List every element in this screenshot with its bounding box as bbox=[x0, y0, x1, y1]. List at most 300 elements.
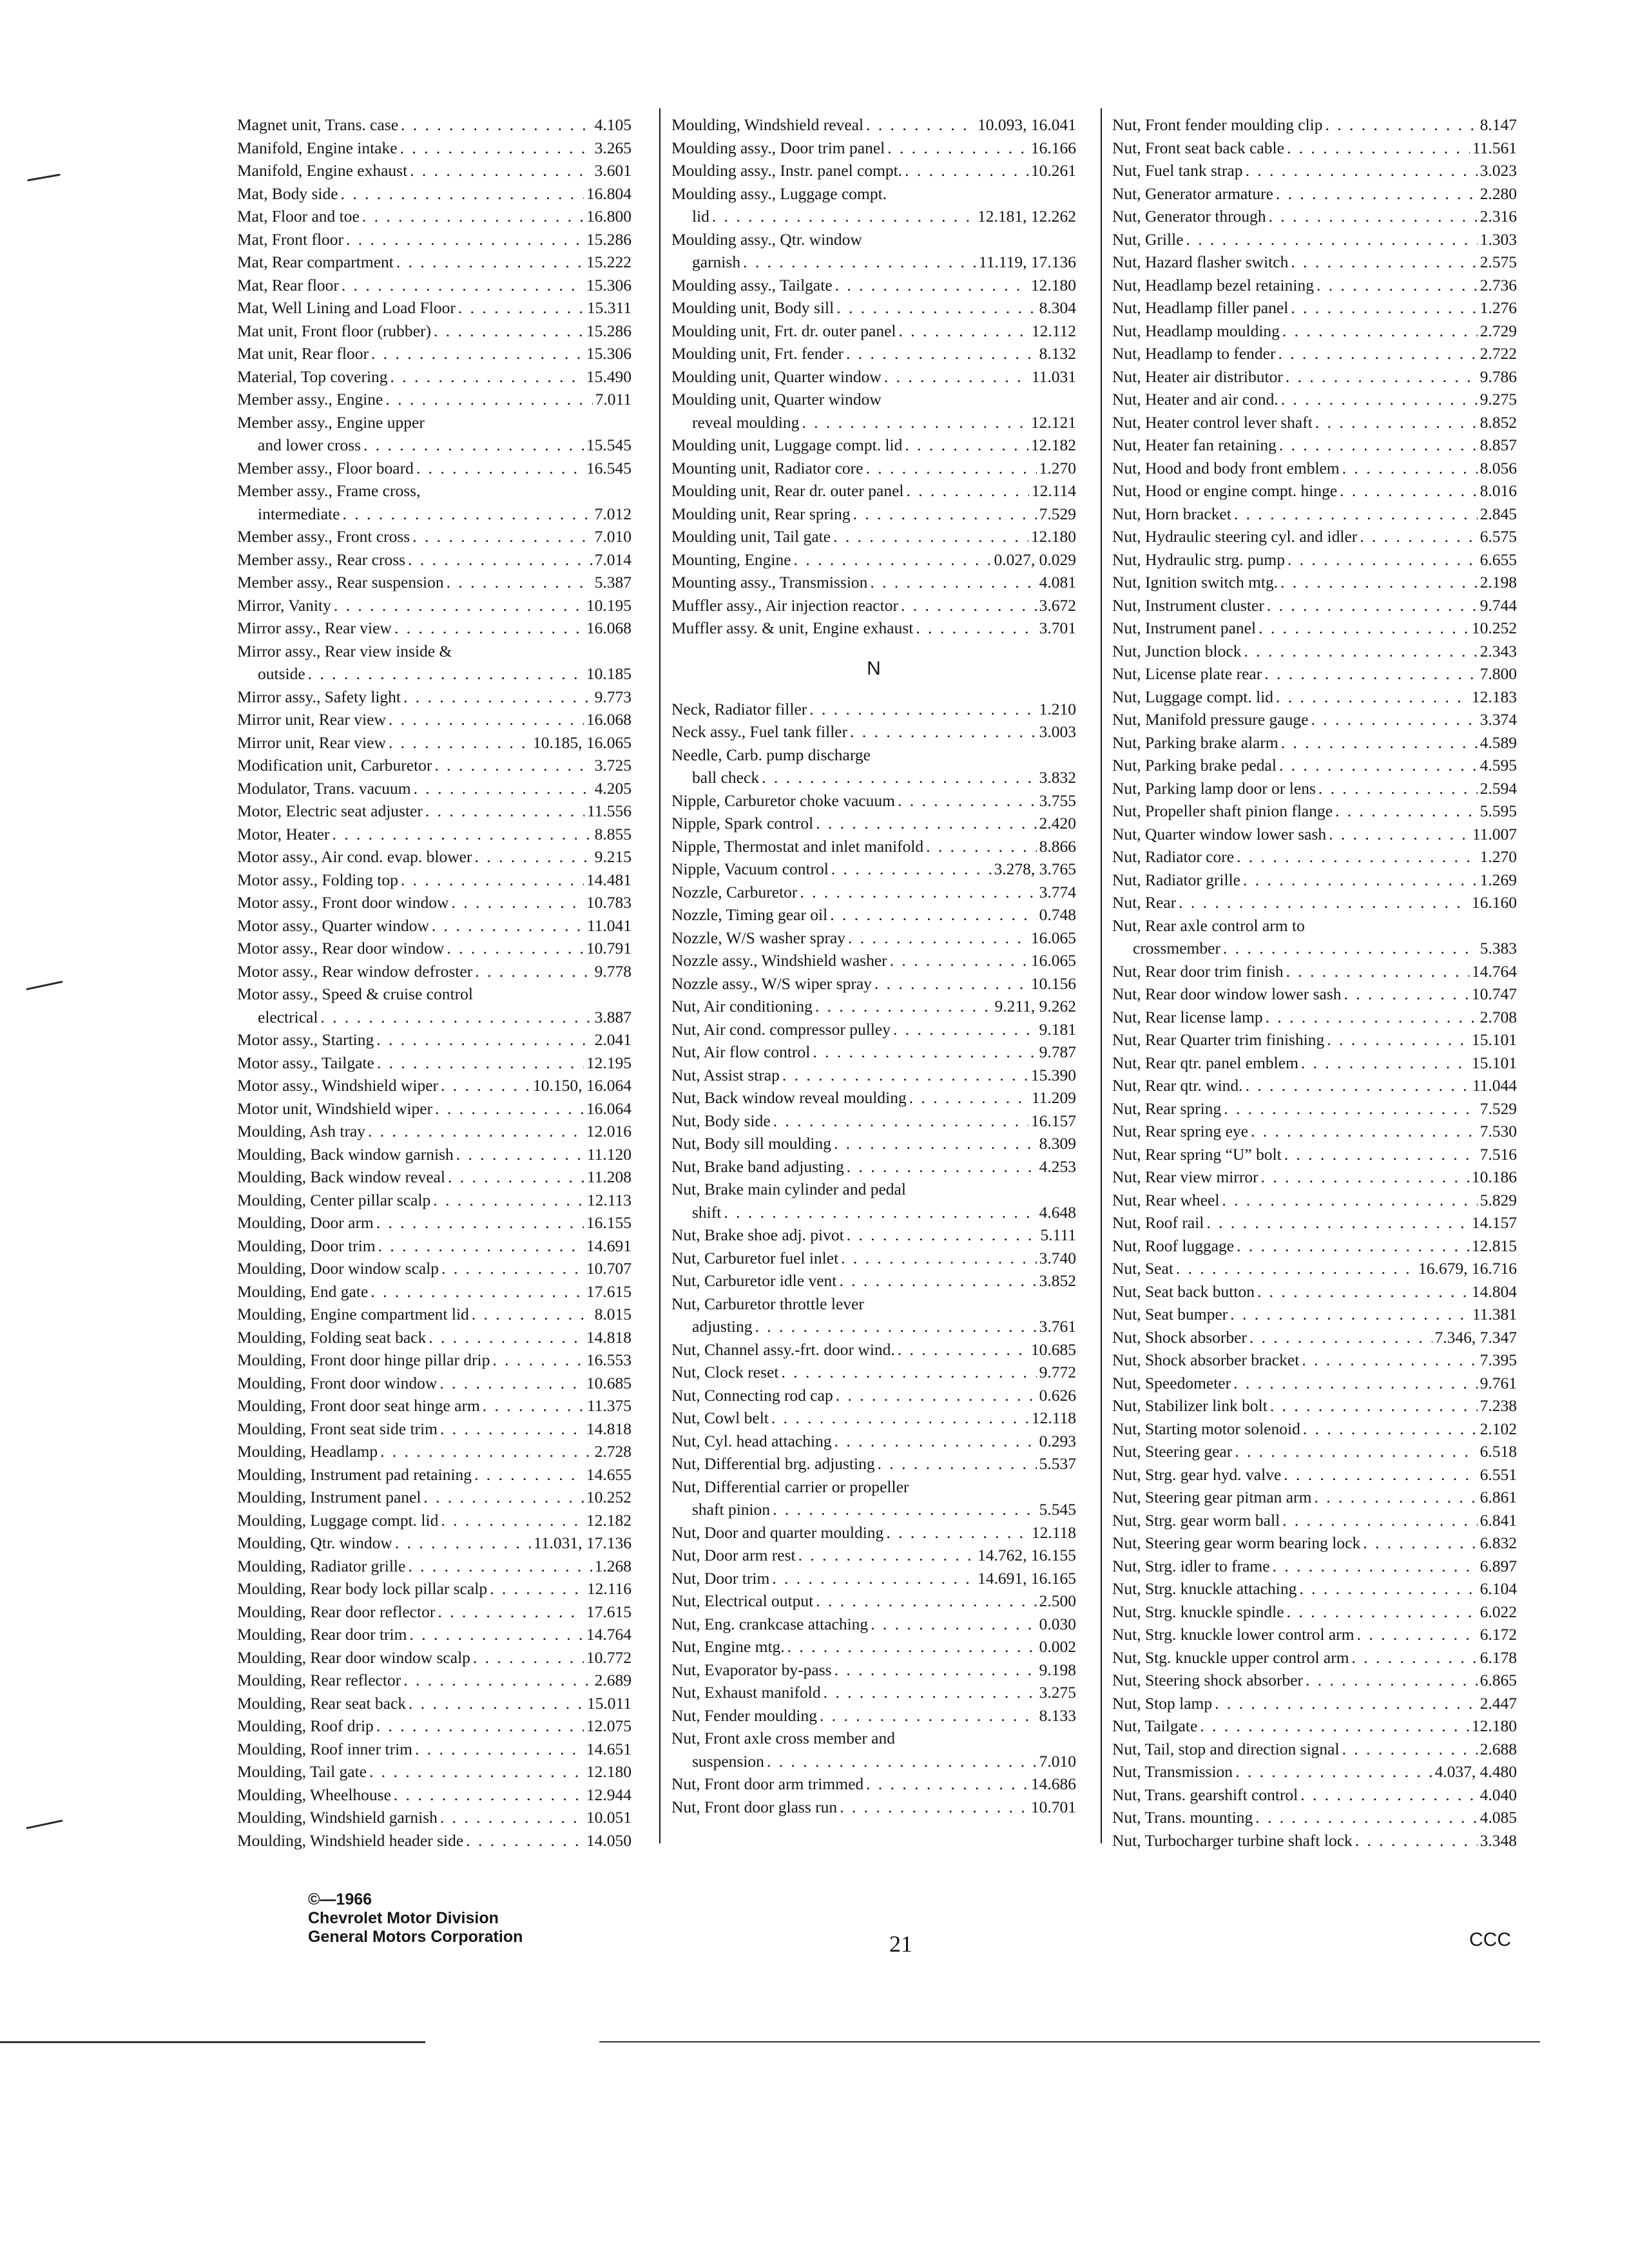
dot-leader bbox=[1315, 411, 1478, 434]
entry-reference: 14.762, 16.155 bbox=[978, 1546, 1076, 1564]
dot-leader bbox=[916, 617, 1036, 640]
dot-leader bbox=[390, 365, 584, 389]
index-entry bbox=[671, 1681, 1076, 1704]
entry-title: Modulator, Trans. vacuum bbox=[237, 778, 411, 798]
index-entry bbox=[1112, 1623, 1517, 1646]
dot-leader bbox=[1269, 205, 1478, 228]
index-entry bbox=[237, 342, 631, 365]
entry-reference: 9.211, 9.262 bbox=[994, 997, 1076, 1015]
index-entry bbox=[1112, 1577, 1517, 1600]
dot-leader bbox=[834, 1132, 1037, 1155]
entry-title: Moulding unit, Frt. fender bbox=[671, 344, 844, 363]
dot-leader bbox=[308, 662, 584, 686]
index-entry bbox=[237, 1280, 631, 1303]
index-entry bbox=[671, 1064, 1076, 1087]
entry-title: Motor assy., Tailgate bbox=[237, 1053, 374, 1072]
dot-leader bbox=[1223, 937, 1478, 960]
index-entry bbox=[1112, 640, 1517, 663]
entry-reference: 9.181 bbox=[1039, 1019, 1076, 1039]
index-entry bbox=[237, 1211, 631, 1235]
entry-reference: 1.210 bbox=[1039, 699, 1076, 718]
entry-title-continuation: reveal moulding bbox=[692, 412, 800, 432]
dot-leader bbox=[1311, 708, 1478, 731]
entry-title: Nut, Shock absorber bbox=[1112, 1327, 1247, 1347]
index-entry bbox=[1112, 388, 1517, 411]
entry-reference: 16.064 bbox=[586, 1099, 631, 1118]
entry-reference: 6.022 bbox=[1480, 1602, 1517, 1621]
entry-title: Moulding assy., Instr. panel compt. bbox=[671, 161, 903, 180]
entry-reference: 4.595 bbox=[1480, 756, 1517, 774]
dot-leader bbox=[898, 1338, 1028, 1361]
entry-title: Moulding, Door trim bbox=[237, 1236, 376, 1255]
entry-title: Motor assy., Front door window bbox=[237, 893, 449, 912]
dot-leader bbox=[833, 525, 1028, 548]
entry-reference: 16.545 bbox=[586, 458, 631, 477]
entry-title: Mirror unit, Rear view bbox=[237, 710, 386, 729]
dot-leader bbox=[371, 1280, 584, 1303]
entry-reference: 7.010 bbox=[1039, 1751, 1076, 1771]
entry-title: Member assy., Engine upper bbox=[237, 412, 425, 432]
entry-reference: 12.116 bbox=[586, 1579, 631, 1598]
index-entry bbox=[1112, 479, 1517, 503]
index-entry bbox=[1112, 686, 1517, 709]
entry-reference: 6.518 bbox=[1480, 1442, 1517, 1461]
dot-leader bbox=[1300, 1783, 1477, 1807]
index-entry bbox=[671, 228, 1076, 274]
dot-leader bbox=[1335, 800, 1478, 823]
index-entry bbox=[237, 296, 631, 320]
entry-reference: 12.815 bbox=[1471, 1236, 1517, 1255]
index-entry bbox=[671, 1704, 1076, 1727]
entry-title: Nut, Headlamp bezel retaining bbox=[1112, 275, 1314, 294]
entry-title-continuation: lid bbox=[692, 207, 709, 226]
dot-leader bbox=[798, 1544, 975, 1567]
dot-leader bbox=[440, 1806, 584, 1829]
index-entry bbox=[1112, 1235, 1517, 1258]
bottom-rule bbox=[599, 2041, 1540, 2042]
entry-reference: 12.181, 12.262 bbox=[978, 207, 1076, 226]
entry-title: Nut, Hood and body front emblem bbox=[1112, 458, 1340, 477]
entry-title: Moulding, Rear door reflector bbox=[237, 1602, 436, 1621]
entry-title: Nut, Differential carrier or propeller bbox=[671, 1477, 909, 1496]
index-entry bbox=[237, 1166, 631, 1189]
entry-title-continuation: shift bbox=[692, 1202, 722, 1222]
entry-title: Nut, Rear door window lower sash bbox=[1112, 985, 1342, 1003]
entry-reference: 2.500 bbox=[1039, 1591, 1076, 1610]
index-entry bbox=[1112, 548, 1517, 572]
dot-leader bbox=[1270, 1394, 1478, 1418]
entry-reference: 5.383 bbox=[1480, 939, 1517, 957]
entry-title: Nut, Heater and air cond. bbox=[1112, 390, 1278, 408]
entry-reference: 10.195 bbox=[586, 595, 631, 615]
index-entry bbox=[237, 1394, 631, 1418]
entry-title: Mat, Front floor bbox=[237, 229, 344, 249]
entry-reference: 3.265 bbox=[594, 138, 631, 157]
entry-title: Nut, Strg. gear hyd. valve bbox=[1112, 1465, 1282, 1484]
entry-reference: 2.729 bbox=[1480, 321, 1517, 340]
dot-leader bbox=[853, 503, 1037, 526]
index-entry bbox=[671, 388, 1076, 434]
entry-title: Moulding, Door window scalp bbox=[237, 1259, 439, 1278]
dot-leader bbox=[434, 754, 592, 777]
dot-leader bbox=[1264, 662, 1477, 686]
index-entry bbox=[1112, 1280, 1517, 1303]
index-entry bbox=[1112, 1372, 1517, 1395]
entry-title: Nut, Horn bracket bbox=[1112, 504, 1231, 523]
entry-title: Moulding, Windshield garnish bbox=[237, 1808, 438, 1827]
index-entry bbox=[1112, 571, 1517, 594]
dot-leader bbox=[743, 251, 976, 274]
entry-title: Nut, Rear spring bbox=[1112, 1099, 1222, 1118]
dot-leader bbox=[332, 823, 592, 846]
entry-reference: 1.303 bbox=[1480, 229, 1517, 249]
entry-title: Modification unit, Carburetor bbox=[237, 756, 432, 774]
index-column-2 bbox=[671, 113, 1076, 1818]
entry-title: Moulding, Headlamp bbox=[237, 1442, 378, 1461]
dot-leader bbox=[408, 548, 592, 572]
dot-leader bbox=[448, 1166, 584, 1189]
dot-leader bbox=[782, 1064, 1028, 1087]
entry-title-continuation: intermediate bbox=[258, 504, 340, 523]
index-entry bbox=[1112, 1028, 1517, 1052]
entry-reference: 10.783 bbox=[586, 893, 631, 912]
entry-reference: 11.119, 17.136 bbox=[978, 253, 1076, 271]
entry-title: Manifold, Engine exhaust bbox=[237, 161, 408, 180]
dot-leader bbox=[380, 1440, 592, 1463]
entry-title: Nut, Steering gear bbox=[1112, 1442, 1233, 1461]
entry-reference: 15.286 bbox=[586, 321, 631, 340]
index-entry bbox=[1112, 137, 1517, 160]
dot-leader bbox=[432, 914, 584, 937]
entry-title: Nut, Rear spring eye bbox=[1112, 1122, 1249, 1140]
entry-title: Nipple, Vacuum control bbox=[671, 860, 829, 878]
index-entry bbox=[671, 1110, 1076, 1133]
entry-reference: 0.027, 0.029 bbox=[994, 550, 1076, 569]
entry-reference: 14.157 bbox=[1471, 1213, 1517, 1232]
dot-leader bbox=[901, 594, 1037, 617]
index-entry bbox=[671, 744, 1076, 789]
entry-reference: 11.381 bbox=[1472, 1305, 1517, 1323]
dot-leader bbox=[1316, 274, 1478, 297]
dot-leader bbox=[773, 1110, 1028, 1133]
entry-title: Moulding, End gate bbox=[237, 1282, 369, 1301]
index-entry bbox=[1112, 1509, 1517, 1532]
index-entry bbox=[237, 1760, 631, 1783]
entry-title: Nut, Radiator core bbox=[1112, 847, 1235, 866]
entry-reference: 8.309 bbox=[1039, 1134, 1076, 1153]
entry-reference: 4.040 bbox=[1480, 1785, 1517, 1804]
dot-leader bbox=[320, 1006, 592, 1029]
dot-leader bbox=[1243, 869, 1478, 892]
dot-leader bbox=[1237, 845, 1478, 869]
entry-reference: 9.772 bbox=[1039, 1363, 1076, 1381]
entry-title: Nut, Brake band adjusting bbox=[671, 1157, 844, 1176]
entry-reference: 17.615 bbox=[586, 1282, 631, 1301]
dot-leader bbox=[898, 789, 1037, 812]
entry-title: Moulding, Rear door trim bbox=[237, 1625, 407, 1644]
dot-leader bbox=[416, 457, 584, 480]
index-entry bbox=[237, 823, 631, 846]
entry-reference: 7.012 bbox=[594, 504, 631, 523]
dot-leader bbox=[441, 1257, 584, 1280]
entry-title: Moulding unit, Rear dr. outer panel bbox=[671, 481, 904, 500]
entry-title: Nut, Headlamp filler panel bbox=[1112, 298, 1289, 317]
dot-leader bbox=[1286, 365, 1478, 389]
entry-reference: 14.764 bbox=[1471, 961, 1517, 981]
dot-leader bbox=[850, 720, 1037, 744]
entry-reference: 12.121 bbox=[1030, 412, 1076, 432]
entry-title: Nut, Clock reset bbox=[671, 1363, 779, 1381]
index-entry bbox=[237, 708, 631, 731]
entry-reference: 8.852 bbox=[1480, 412, 1517, 432]
index-entry bbox=[1112, 1349, 1517, 1372]
entry-title: Nut, Roof rail bbox=[1112, 1213, 1204, 1232]
entry-title: Moulding unit, Quarter window bbox=[671, 390, 882, 408]
entry-reference: 4.037, 4.480 bbox=[1434, 1762, 1517, 1781]
index-entry bbox=[1112, 731, 1517, 754]
entry-reference: 2.722 bbox=[1480, 344, 1517, 363]
entry-title: Moulding, Tail gate bbox=[237, 1762, 367, 1781]
entry-reference: 1.276 bbox=[1480, 298, 1517, 317]
dot-leader bbox=[831, 858, 992, 881]
index-entry bbox=[237, 159, 631, 182]
dot-leader bbox=[1327, 1028, 1469, 1052]
entry-reference: 10.156 bbox=[1030, 974, 1076, 993]
index-entry bbox=[671, 881, 1076, 904]
index-entry bbox=[237, 1028, 631, 1052]
entry-reference: 6.551 bbox=[1480, 1465, 1517, 1484]
index-entry bbox=[237, 457, 631, 480]
index-group-m bbox=[671, 113, 1076, 640]
entry-title: Nozzle assy., Windshield washer bbox=[671, 951, 887, 970]
index-entry bbox=[1112, 457, 1517, 480]
index-entry bbox=[1112, 365, 1517, 389]
dot-leader bbox=[1276, 686, 1469, 709]
entry-reference: 4.105 bbox=[594, 115, 631, 134]
index-entry bbox=[237, 777, 631, 800]
entry-reference: 4.085 bbox=[1480, 1808, 1517, 1827]
entry-title: Motor assy., Air cond. evap. blower bbox=[237, 847, 472, 866]
entry-reference: 12.016 bbox=[586, 1122, 631, 1140]
index-entry bbox=[671, 479, 1076, 503]
dot-leader bbox=[456, 1143, 584, 1166]
entry-reference: 15.101 bbox=[1471, 1053, 1517, 1072]
entry-reference: 7.010 bbox=[594, 527, 631, 546]
entry-reference: 11.044 bbox=[1472, 1076, 1517, 1095]
index-entry bbox=[1112, 777, 1517, 800]
dot-leader bbox=[1344, 983, 1469, 1006]
entry-title: Nozzle, Carburetor bbox=[671, 882, 798, 901]
index-entry bbox=[671, 1613, 1076, 1636]
entry-reference: 2.689 bbox=[594, 1671, 631, 1689]
column-divider bbox=[1101, 108, 1102, 1843]
entry-title: Nut, Roof luggage bbox=[1112, 1236, 1235, 1255]
index-entry bbox=[671, 1430, 1076, 1453]
index-entry bbox=[671, 159, 1076, 182]
dot-leader bbox=[794, 548, 992, 572]
entry-reference: 3.740 bbox=[1039, 1248, 1076, 1267]
dot-leader bbox=[376, 1028, 592, 1052]
entry-reference: 15.545 bbox=[586, 436, 631, 454]
entry-reference: 2.575 bbox=[1480, 253, 1517, 271]
index-entry bbox=[237, 548, 631, 572]
index-entry bbox=[1112, 1120, 1517, 1143]
entry-title-continuation: crossmember bbox=[1133, 939, 1220, 957]
entry-reference: 7.346, 7.347 bbox=[1434, 1327, 1517, 1347]
copyright-year: ©—1966 bbox=[308, 1890, 372, 1908]
index-entry bbox=[1112, 662, 1517, 686]
index-entry bbox=[671, 1635, 1076, 1658]
dot-leader bbox=[773, 1498, 1037, 1521]
dot-leader bbox=[409, 1623, 583, 1646]
dot-leader bbox=[1282, 1509, 1477, 1532]
index-entry bbox=[671, 1041, 1076, 1064]
dot-leader bbox=[835, 274, 1028, 297]
index-entry bbox=[671, 594, 1076, 617]
entry-reference: 3.725 bbox=[594, 756, 631, 774]
entry-title: Nut, Heater control lever shaft bbox=[1112, 412, 1313, 432]
index-entry bbox=[671, 1796, 1076, 1819]
index-entry bbox=[237, 1235, 631, 1258]
index-entry bbox=[237, 1440, 631, 1463]
entry-reference: 6.172 bbox=[1480, 1625, 1517, 1644]
dot-leader bbox=[1360, 525, 1477, 548]
index-entry bbox=[1112, 1143, 1517, 1166]
index-entry bbox=[237, 1555, 631, 1578]
index-entry bbox=[671, 1224, 1076, 1247]
entry-title: Nut, Strg. knuckle attaching bbox=[1112, 1579, 1297, 1598]
index-entry bbox=[1112, 1486, 1517, 1509]
dot-leader bbox=[1281, 388, 1478, 411]
entry-reference: 9.215 bbox=[594, 847, 631, 866]
entry-title: Needle, Carb. pump discharge bbox=[671, 745, 871, 764]
footer-code: CCC bbox=[1469, 1929, 1511, 1950]
index-entry bbox=[1112, 960, 1517, 983]
dot-leader bbox=[1206, 1211, 1469, 1235]
index-entry bbox=[671, 525, 1076, 548]
entry-reference: 0.748 bbox=[1039, 905, 1076, 924]
dot-leader bbox=[1291, 251, 1477, 274]
dot-leader bbox=[847, 1224, 1038, 1247]
entry-title: Nut, Rear wheel bbox=[1112, 1190, 1220, 1209]
entry-title: Nut, Rear license lamp bbox=[1112, 1007, 1263, 1026]
index-entry bbox=[1112, 1806, 1517, 1829]
entry-reference: 12.180 bbox=[1030, 527, 1076, 546]
index-column-3 bbox=[1112, 113, 1517, 1852]
index-entry bbox=[237, 182, 631, 206]
index-entry bbox=[237, 1349, 631, 1372]
entry-title: Moulding, Radiator grille bbox=[237, 1556, 406, 1575]
dot-leader bbox=[712, 205, 975, 228]
entry-reference: 3.278, 3.765 bbox=[994, 860, 1076, 878]
dot-leader bbox=[866, 1773, 1028, 1796]
entry-reference: 16.166 bbox=[1030, 138, 1076, 157]
dot-leader bbox=[890, 949, 1028, 972]
entry-title: Nut, Carburetor fuel inlet bbox=[671, 1248, 839, 1267]
index-entry bbox=[671, 949, 1076, 972]
dot-leader bbox=[802, 411, 1028, 434]
column-divider bbox=[659, 108, 660, 1843]
index-entry bbox=[237, 1074, 631, 1097]
dot-leader bbox=[1340, 479, 1477, 503]
entry-reference: 10.791 bbox=[586, 939, 631, 957]
entry-reference: 10.185, 16.065 bbox=[533, 733, 631, 752]
entry-title: Moulding, Folding seat back bbox=[237, 1327, 427, 1347]
index-group-n bbox=[671, 698, 1076, 1819]
index-entry bbox=[237, 937, 631, 960]
dot-leader bbox=[378, 1235, 584, 1258]
entry-reference: 8.015 bbox=[594, 1305, 631, 1323]
index-entry bbox=[237, 1418, 631, 1441]
entry-reference: 12.180 bbox=[1030, 275, 1076, 294]
dot-leader bbox=[1302, 1349, 1477, 1372]
index-entry bbox=[237, 1509, 631, 1532]
index-entry bbox=[237, 388, 631, 411]
index-entry bbox=[237, 1120, 631, 1143]
index-entry bbox=[671, 434, 1076, 457]
index-entry bbox=[1112, 1303, 1517, 1326]
entry-title: Nut, Front axle cross member and bbox=[671, 1729, 896, 1747]
entry-title: Material, Top covering bbox=[237, 367, 388, 386]
dot-leader bbox=[1325, 113, 1478, 137]
entry-reference: 16.157 bbox=[1030, 1111, 1076, 1130]
index-entry bbox=[1112, 1257, 1517, 1280]
entry-title: Nut, Stabilizer link bolt bbox=[1112, 1396, 1268, 1415]
index-entry bbox=[1112, 1166, 1517, 1189]
entry-title: Nut, Parking lamp door or lens bbox=[1112, 778, 1316, 798]
index-entry bbox=[237, 1577, 631, 1600]
index-entry bbox=[237, 1715, 631, 1738]
entry-reference: 9.198 bbox=[1039, 1660, 1076, 1679]
dot-leader bbox=[1314, 1486, 1477, 1509]
index-entry bbox=[671, 698, 1076, 721]
entry-title: Nut, Rear bbox=[1112, 893, 1177, 912]
entry-reference: 10.185 bbox=[586, 664, 631, 683]
dot-leader bbox=[435, 1097, 584, 1120]
entry-reference: 3.755 bbox=[1039, 791, 1076, 810]
entry-reference: 3.672 bbox=[1039, 595, 1076, 615]
index-entry bbox=[671, 1384, 1076, 1407]
entry-reference: 11.375 bbox=[586, 1396, 631, 1415]
dot-leader bbox=[403, 686, 592, 709]
entry-reference: 6.178 bbox=[1480, 1648, 1517, 1667]
index-entry bbox=[1112, 1211, 1517, 1235]
dot-leader bbox=[425, 800, 584, 823]
index-entry bbox=[237, 1783, 631, 1807]
dot-leader bbox=[376, 1715, 584, 1738]
index-entry bbox=[671, 503, 1076, 526]
entry-title: Nut, Electrical output bbox=[671, 1591, 814, 1610]
index-entry bbox=[237, 1463, 631, 1486]
entry-title: Member assy., Front cross bbox=[237, 527, 410, 546]
dot-leader bbox=[781, 1361, 1036, 1384]
entry-title: Nut, Generator through bbox=[1112, 207, 1266, 226]
entry-title: Magnet unit, Trans. case bbox=[237, 115, 399, 134]
dot-leader bbox=[893, 1018, 1037, 1041]
dot-leader bbox=[1176, 1257, 1416, 1280]
dot-leader bbox=[429, 1326, 584, 1349]
entry-reference: 15.390 bbox=[1030, 1065, 1076, 1084]
entry-title: Nut, Grille bbox=[1112, 229, 1184, 249]
entry-title: Nut, Brake main cylinder and pedal bbox=[671, 1180, 906, 1198]
entry-reference: 16.068 bbox=[586, 619, 631, 637]
entry-reference: 14.818 bbox=[586, 1327, 631, 1347]
entry-title: Mirror assy., Rear view bbox=[237, 619, 392, 637]
entry-title: Moulding unit, Luggage compt. lid bbox=[671, 436, 903, 454]
index-entry bbox=[237, 479, 631, 525]
dot-leader bbox=[1342, 457, 1478, 480]
dot-leader bbox=[376, 1211, 584, 1235]
